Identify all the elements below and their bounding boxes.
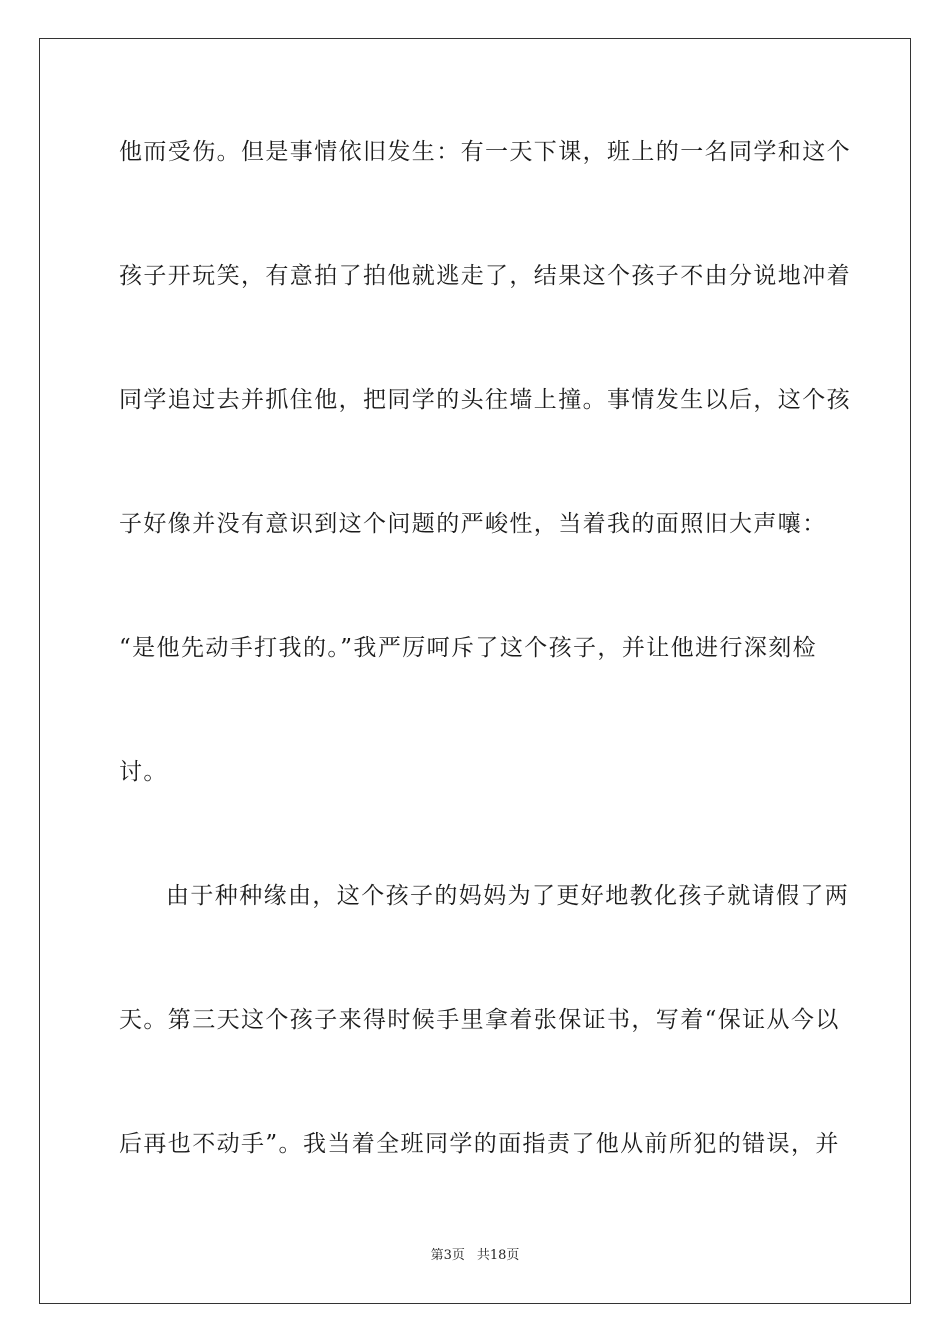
page-total: 共18页 xyxy=(476,1248,520,1263)
paragraph-line: 他而受伤。但是事情依旧发生：有一天下课，班上的一名同学和这个 xyxy=(119,139,851,165)
paragraph-line: “是他先动手打我的。”我严厉呵斥了这个孩子，并让他进行深刻检 xyxy=(119,635,818,661)
page-border xyxy=(39,38,911,1304)
page-footer xyxy=(0,1247,950,1265)
paragraph-line: 讨。 xyxy=(119,759,168,785)
paragraph-line: 同学追过去并抓住他，把同学的头往墙上撞。事情发生以后，这个孩 xyxy=(119,387,851,413)
paragraph-line: 后再也不动手”。我当着全班同学的面指责了他从前所犯的错误，并 xyxy=(119,1131,840,1157)
paragraph-line: 天。第三天这个孩子来得时候手里拿着张保证书，写着“保证从今以 xyxy=(119,1007,840,1033)
paragraph-line: 由于种种缘由，这个孩子的妈妈为了更好地教化孩子就请假了两 xyxy=(166,883,850,909)
paragraph-line: 孩子开玩笑，有意拍了拍他就逃走了，结果这个孩子不由分说地冲着 xyxy=(119,263,851,289)
paragraph-line: 子好像并没有意识到这个问题的严峻性，当着我的面照旧大声嚷： xyxy=(119,511,827,537)
page-number: 第3页 xyxy=(430,1248,465,1263)
